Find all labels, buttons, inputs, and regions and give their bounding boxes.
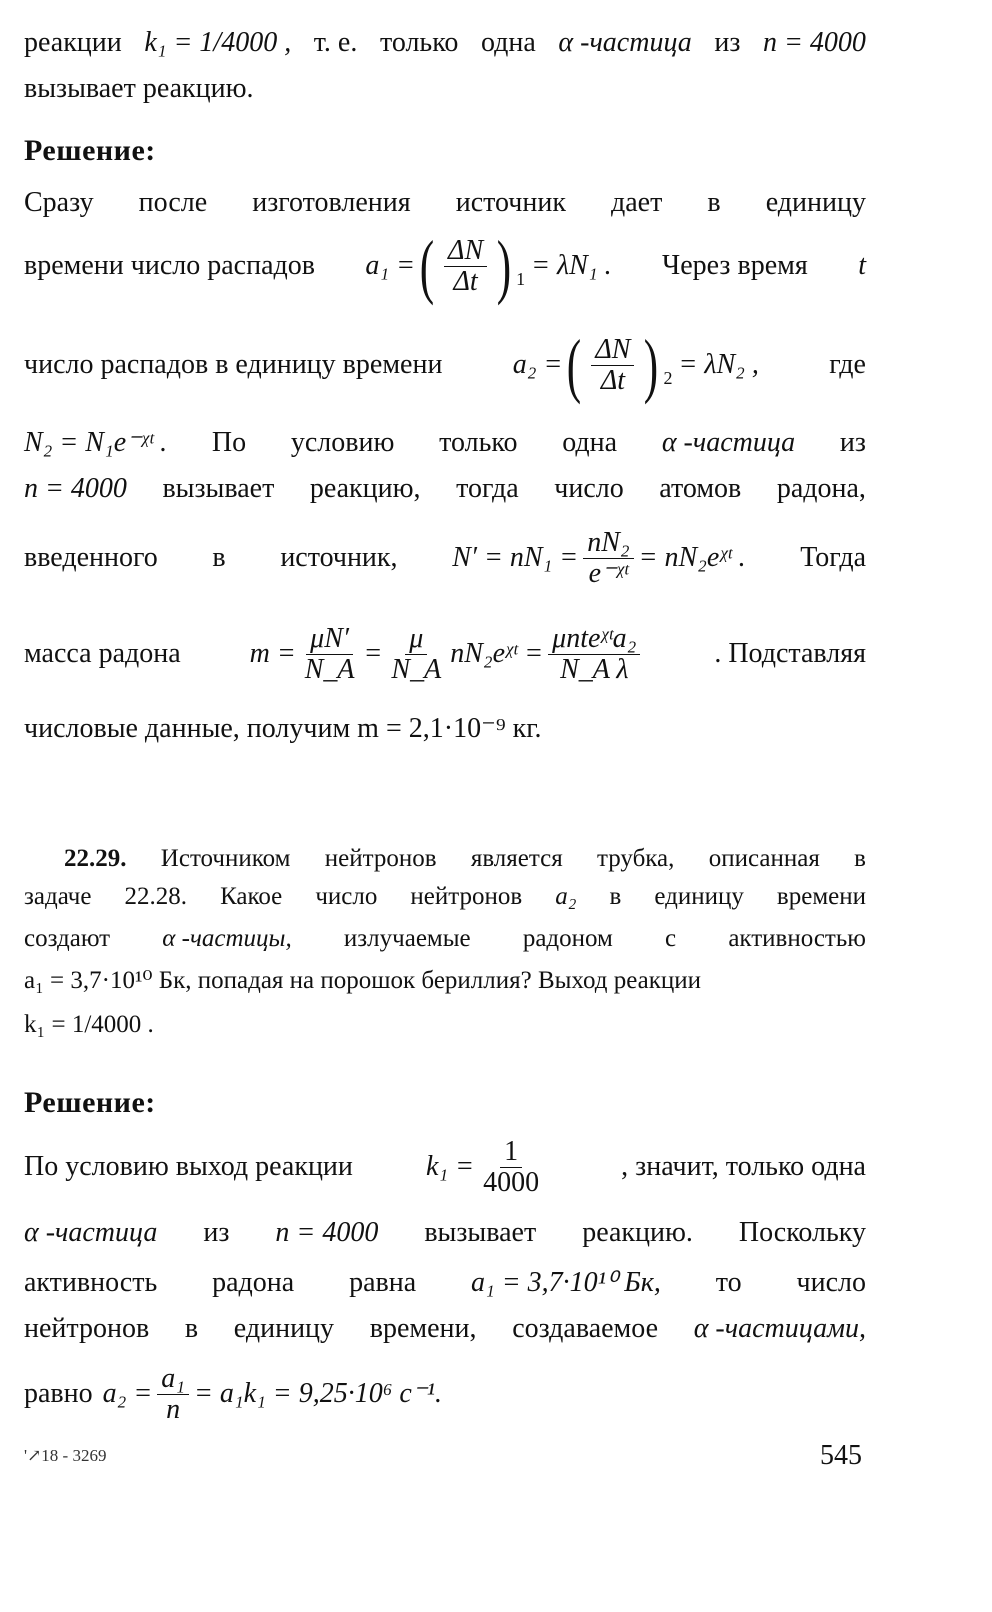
text-line: α -частица из n = 4000 вызывает реакцию. Поскольку <box>24 1217 866 1248</box>
solution-heading: Решение: <box>24 1086 156 1119</box>
problem-line: a₁ = 3,7·10¹⁰ Бк, попадая на порошок бериллия? Выход реакции <box>24 967 702 994</box>
formula-a1: a₁ = ( ΔN Δt ) 1 = λN₁ . <box>365 226 612 306</box>
fraction: μnteᵡᵗa₂ N_A λ <box>548 624 640 684</box>
formula-line: равно a₂ = $\frac{\text{a₁}}{n}$ = a₁k₁ = 9,25·10⁶ с⁻¹. <box>24 1363 443 1425</box>
formula-line: По условию выход реакции k₁ = $\frac{1}{4000}$ , значит, только одна <box>24 1136 866 1198</box>
formula-line: масса радона m = $\frac{\mu N'}{N\_A}$ = $\frac{\mu}{N\_A}$ nN₂eᵡᵗ = μnteᵡᵗa₂ N_A λ . Подставляя <box>24 623 866 685</box>
page-number: 545 <box>820 1440 862 1471</box>
problem-number: 22.29. <box>64 845 127 872</box>
fraction: $\frac{\text{a₁}}{n}$ <box>157 1364 189 1424</box>
fraction: $\frac{\text{nN₂}}{\text{e⁻ᵡᵗ}}$ <box>583 528 633 588</box>
fraction: ΔN Δt <box>591 335 634 395</box>
print-code: '↗18 - 3269 <box>24 1446 107 1465</box>
text-line: нейтронов в единицу времени, создаваемое α -частицами, <box>24 1313 866 1344</box>
text-line: Сразу после изготовления источник дает в единицу <box>24 187 866 218</box>
text-line: активность радона равна a₁ = 3,7·10¹⁰ Бк, то число <box>24 1267 866 1298</box>
result-line: числовые данные, получим m = 2,1·10⁻⁹ кг. <box>24 713 542 744</box>
formula-line: введенного в источник, N′ = nN₁ = $\frac{\text{nN₂}}{\text{e⁻ᵡᵗ}}$ = nN₂eᵡᵗ . Тогда <box>24 527 866 589</box>
fraction: $\frac{\mu N'}{N\_A}$ <box>304 623 355 685</box>
formula-k1: k₁ = $\frac{1}{4000}$ <box>426 1137 548 1197</box>
problem-line: создают α -частицы, излучаемые радоном с активностью <box>24 925 866 952</box>
text-line: реакции k₁ = 1/4000 , т. е. только одна α -частица из n = 4000 <box>24 27 866 58</box>
text-line: N₂ = N₁e⁻ᵡᵗ . По условию только одна α -частица из <box>24 427 866 458</box>
formula-n-prime: N′ = nN₁ = $\frac{\text{nN₂}}{\text{e⁻ᵡᵗ}}$ = nN₂eᵡᵗ . <box>452 527 746 589</box>
text-line: вызывает реакцию. <box>24 73 254 104</box>
problem-line: задаче 22.28. Какое число нейтронов a₂ в единицу времени <box>24 883 866 910</box>
fraction: $\frac{\mu}{N\_A}$ <box>391 623 442 685</box>
problem-line: k₁ = 1/4000 . <box>24 1011 154 1038</box>
fraction: ΔN Δt <box>444 236 487 296</box>
formula-line: времени число распадов a₁ = ( ΔN Δt ) 1 = λN₁ . Через время t <box>24 226 866 306</box>
text-line: n = 4000 вызывает реакцию, тогда число атомов радона, <box>24 473 866 504</box>
formula-mass: m = $\frac{\mu N'}{N\_A}$ = $\frac{\mu}{N\_A}$ nN₂eᵡᵗ = μnteᵡᵗa₂ N_A λ <box>250 624 646 684</box>
formula-a2: a₂ = ( ΔN Δt ) 2 = λN₂ , <box>512 325 759 405</box>
problem-line: 22.29. Источником нейтронов является трубка, описанная в <box>64 842 866 876</box>
fraction: $\frac{1}{4000}$ <box>483 1136 540 1198</box>
formula-line: число распадов в единицу времени a₂ = ( ΔN Δt ) 2 = λN₂ , где <box>24 325 866 405</box>
solution-heading: Решение: <box>24 134 156 167</box>
